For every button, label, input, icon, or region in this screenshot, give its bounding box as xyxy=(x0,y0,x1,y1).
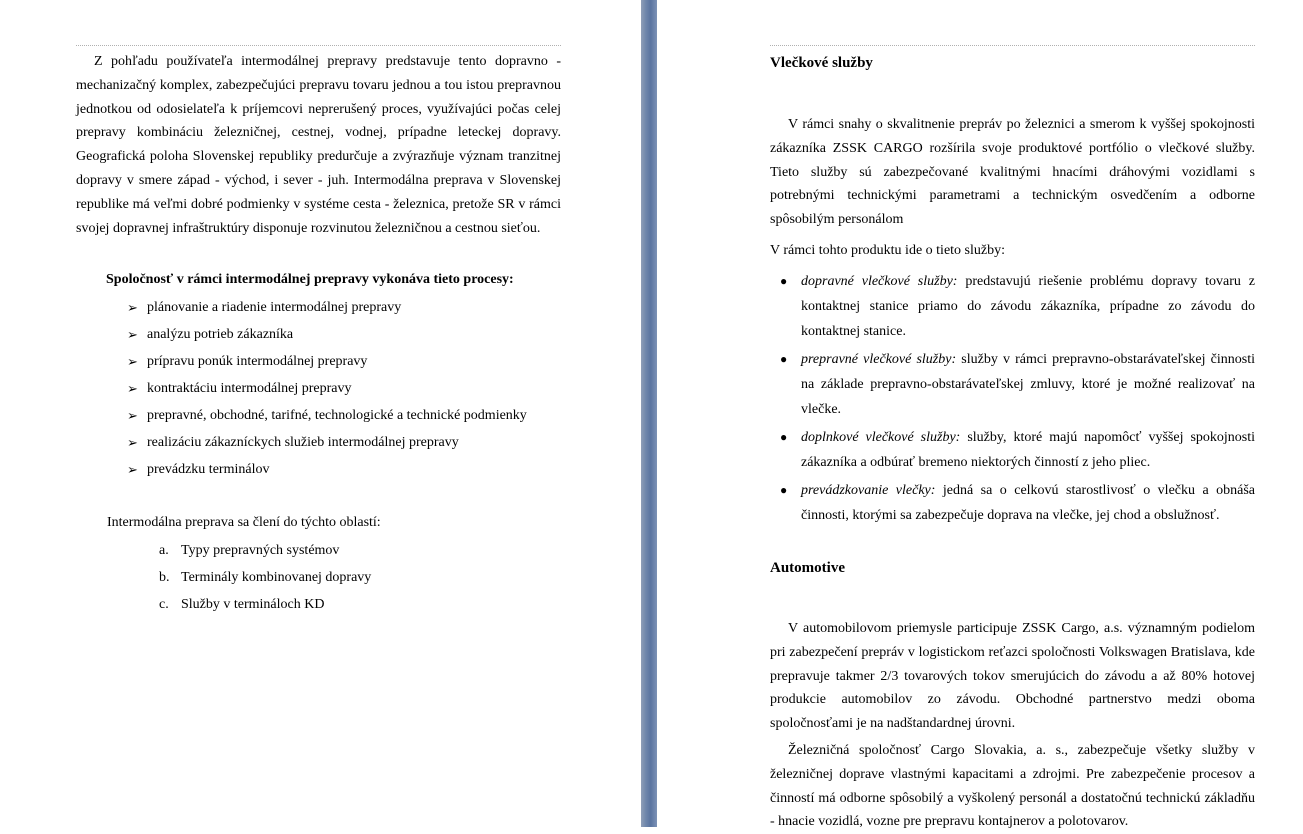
areas-intro: Intermodálna preprava sa člení do týchto oblastí: xyxy=(107,515,381,530)
area-item-marker: a. xyxy=(159,543,169,558)
area-item-text: Služby v termináloch KD xyxy=(181,597,325,612)
process-item xyxy=(127,353,527,380)
intro-paragraph: Z pohľadu používateľa intermodálnej prepravy predstavuje tento dopravno - mechanizačný komplex, zabezpečujúci prepravu tovaru jednou a tou istou prepravnou jednotkou od odosielateľa k príjemcovi neprerušený proces, využívajúci počas celej prepravy kombináciu železničnej, cestnej, vodnej, prípadne leteckej dopravy. Geografická poloha Slovenskej republiky predurčuje a zvýrazňuje význam tranzitnej dopravy v smere západ - východ, i sever - juh. Intermodálna preprava v Slovenskej republike má veľmi dobré podmienky v systéme cesta - železnica, pretože SR v rámci svojej dopravnej infraštruktúry disponuje rozvinutou železničnou a cestnou sieťou. xyxy=(76,54,561,236)
arrow-bullet-icon: ➢ xyxy=(127,435,138,450)
process-item-text: kontraktáciu intermodálnej prepravy xyxy=(147,381,352,396)
service-description: služby v rámci prepravno-obstarávateľskej činnosti na základe prepravno-obstarávateľskej zmluvy, ktoré je možné realizovať na vlečke. xyxy=(801,352,1255,417)
processes-heading: Spoločnosť v rámci intermodálnej prepravy vykonáva tieto procesy: xyxy=(106,272,514,287)
section-heading-vleckove-sluzby: Vlečkové služby xyxy=(770,55,873,71)
area-item xyxy=(159,542,371,569)
area-item-marker: b. xyxy=(159,570,170,585)
process-item-text: prevádzku terminálov xyxy=(147,462,270,477)
service-description: služby, ktoré majú napomôcť vyššej spokojnosti zákazníka a odbúrať bremeno niektorých činností z jeho pliec. xyxy=(801,430,1256,470)
service-item xyxy=(770,425,1255,475)
area-item xyxy=(159,569,371,596)
area-item xyxy=(159,596,371,623)
bullet-dot-icon: ● xyxy=(780,352,788,366)
process-item xyxy=(127,434,527,461)
service-item xyxy=(770,347,1255,422)
page-divider xyxy=(641,0,657,827)
service-term: dopravné vlečkové služby: xyxy=(801,274,958,289)
bullet-dot-icon: ● xyxy=(780,430,788,444)
arrow-bullet-icon: ➢ xyxy=(127,300,138,315)
process-item xyxy=(127,380,527,407)
process-item-text: plánovanie a riadenie intermodálnej prepravy xyxy=(147,300,402,315)
service-item xyxy=(770,269,1255,344)
service-term: prevádzkovanie vlečky: xyxy=(801,483,936,498)
arrow-bullet-icon: ➢ xyxy=(127,381,138,396)
process-item-text: prepravné, obchodné, tarifné, technologické a technické podmienky xyxy=(147,408,527,423)
process-item-text: prípravu ponúk intermodálnej prepravy xyxy=(147,354,368,369)
service-list xyxy=(770,269,1255,531)
area-item-text: Typy prepravných systémov xyxy=(181,543,340,558)
area-item-marker: c. xyxy=(159,597,169,612)
process-item-text: analýzu potrieb zákazníka xyxy=(147,327,294,342)
service-term: prepravné vlečkové služby: xyxy=(801,352,957,367)
process-item-text: realizáciu zákazníckych služieb intermodálnej prepravy xyxy=(147,435,459,450)
header-boundary xyxy=(76,45,561,46)
bullet-dot-icon: ● xyxy=(780,483,788,497)
automotive-paragraph-2: Železničná spoločnosť Cargo Slovakia, a. s., zabezpečuje všetky služby v železničnej doprave vlastnými kapacitami a zdrojmi. Pre zabezpečenie procesov a činností má odborne spôsobilý a vyškolený personál a dostatočnú technickú základňu - hnacie vozidlá, vozne pre prepravu kontajnerov a polotovarov. xyxy=(770,743,1255,830)
arrow-bullet-icon: ➢ xyxy=(127,408,138,423)
automotive-paragraph-1: V automobilovom priemysle participuje ZSSK Cargo, a.s. významným podielom pri zabezpečení prepráv v logistickom reťazci spoločnosti Volkswagen Bratislava, kde prepravuje takmer 2/3 tovarových tokov smerujúcich do závodu a až 80% hotovej produkcie automobilov zo závodu. Obchodné partnerstvo medzi oboma spoločnosťami je na nadštandardnej úrovni. xyxy=(770,621,1255,732)
arrow-bullet-icon: ➢ xyxy=(127,462,138,477)
process-item xyxy=(127,461,527,488)
area-list xyxy=(159,542,371,623)
arrow-bullet-icon: ➢ xyxy=(127,327,138,342)
process-item xyxy=(127,407,527,434)
arrow-bullet-icon: ➢ xyxy=(127,354,138,369)
document-page-left xyxy=(0,0,641,827)
bullet-dot-icon: ● xyxy=(780,274,788,288)
section-heading-automotive: Automotive xyxy=(770,560,845,576)
area-item-text: Terminály kombinovanej dopravy xyxy=(181,570,372,585)
service-description: predstavujú riešenie problému dopravy tovaru z kontaktnej stanice priamo do závodu zákazníka, prípadne zo závodu do kontaktnej stanice. xyxy=(801,274,1256,339)
process-item xyxy=(127,326,527,353)
service-description: jedná sa o celkovú starostlivosť o vlečku a obnáša činnosti, ktorými sa zabezpečuje doprava na vlečke, jej chod a obslužnosť. xyxy=(801,483,1255,523)
process-list xyxy=(127,299,527,488)
service-item xyxy=(770,478,1255,528)
services-intro: V rámci tohto produktu ide o tieto služby: xyxy=(770,243,1005,258)
section1-paragraph: V rámci snahy o skvalitnenie prepráv po železnici a smerom k vyššej spokojnosti zákazníka ZSSK CARGO rozšírila svoje produktové portfólio o vlečkové služby. Tieto služby sú zabezpečované kvalitnými hnacími dráhovými vozidlami s potrebnými technickými parametrami a technickým osvedčením a odborne spôsobilým personálom xyxy=(770,117,1255,228)
process-item xyxy=(127,299,527,326)
service-term: doplnkové vlečkové služby: xyxy=(801,430,961,445)
header-boundary-right xyxy=(770,45,1255,46)
